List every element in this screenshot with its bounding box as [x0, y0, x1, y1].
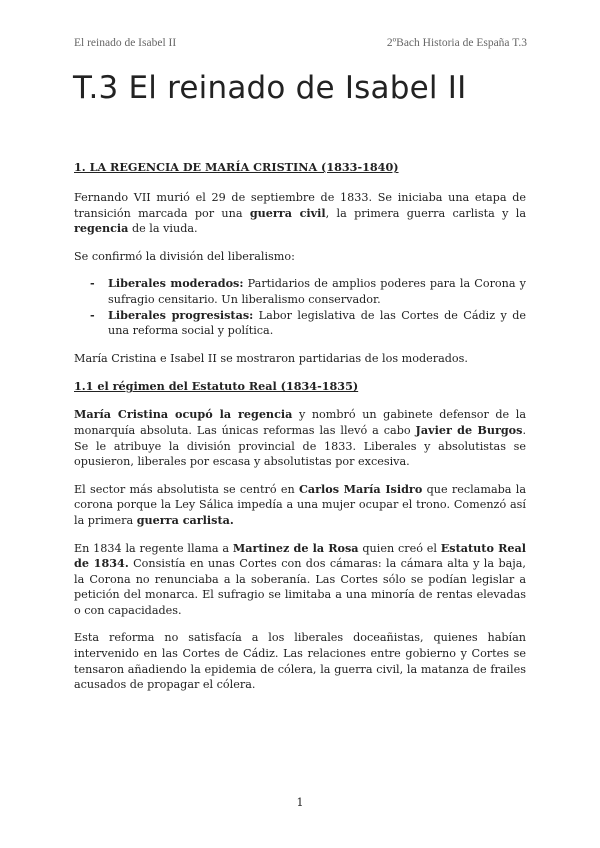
section-1-paragraph-1 — [74, 190, 526, 237]
list-item — [90, 276, 527, 307]
bold-term-regencia: regencia — [74, 221, 129, 236]
text-run: Consistía en unas Cortes con dos cámaras: la cámara alta y la baja, la Corona no renunciaba a la soberanía. Las Cortes sólo se podían legislar a petición del monarca. El sufragio se limitaba a una minoría de rentas elevadas o con capacidades. — [74, 557, 526, 617]
document-body — [74, 160, 526, 693]
text-run: quien creó el — [358, 541, 441, 555]
text-run: Fernando VII murió el 29 de septiembre de 1833. Se iniciaba una etapa de transición marcada por una — [74, 191, 526, 220]
text-run: . Se le atribuye la división provincial de 1833. Liberales y absolutistas se opusieron, liberales por escasa y absolutistas por excesiva. — [74, 423, 526, 469]
bold-term-guerra-carlista: guerra carlista. — [136, 512, 234, 527]
text-run: y nombró un gabinete defensor de la monarquía absoluta. Las únicas reformas las llevó a cabo — [74, 408, 526, 437]
section-1-1-paragraph-1 — [74, 407, 526, 469]
page-number: 1 — [296, 796, 304, 809]
list-item-term: Liberales progresistas: — [108, 307, 254, 322]
section-1-paragraph-2: Se confirmó la división del liberalismo: — [74, 249, 295, 263]
list-item — [90, 307, 526, 339]
dash-bullet: - — [90, 276, 95, 291]
header-left-title: El reinado de Isabel II — [74, 37, 177, 49]
list-item-text: Partidarios de amplios poderes para la Corona y sufragio censitario. Un liberalismo conservador. — [108, 277, 527, 306]
list-item-term: Liberales moderados: — [108, 276, 244, 291]
bold-term-carlos-maria-isidro: Carlos María Isidro — [298, 481, 423, 496]
bold-term-javier-de-burgos: Javier de Burgos — [415, 422, 523, 437]
text-run: En 1834 la regente llama a — [74, 541, 233, 555]
section-1-paragraph-3: María Cristina e Isabel II se mostraron partidarias de los moderados. — [74, 351, 468, 365]
bold-term-guerra-civil: guerra civil — [249, 205, 326, 220]
section-1-1-paragraph-2 — [74, 482, 526, 529]
section-1-1-paragraph-3 — [74, 541, 526, 619]
bold-term-estatuto-real: Estatuto Real de 1834. — [74, 540, 526, 571]
text-run: de la viuda. — [128, 222, 198, 236]
section-1-1-paragraph-4: Esta reforma no satisfacía a los liberales doceañistas, quienes habían intervenido en las Cortes de Cádiz. Las relaciones entre gobierno y Cortes se tensaron añadiendo la epidemia de cólera, la guerra civil, la matanza de frailes acusados de propagar el cólera. — [74, 631, 526, 692]
page-header — [74, 37, 527, 53]
document-title: T.3 El reinado de Isabel II — [73, 70, 467, 106]
bold-term-maria-cristina: María Cristina ocupó la regencia — [74, 407, 293, 422]
section-1-1-heading: 1.1 el régimen del Estatuto Real (1834-1835) — [74, 379, 359, 394]
list-item-text: Labor legislativa de las Cortes de Cádiz y de una reforma social y política. — [108, 308, 526, 338]
text-run: que reclamaba la corona porque la Ley Sálica impedía a una mujer ocupar el trono. Comenzó así la primera — [74, 482, 526, 527]
dash-bullet: - — [90, 307, 95, 322]
bold-term-martinez-de-la-rosa: Martinez de la Rosa — [232, 540, 359, 555]
liberalism-division-list — [74, 276, 526, 338]
header-right-course: 2ºBach Historia de España T.3 — [386, 37, 527, 49]
text-run: El sector más absolutista se centró en — [74, 482, 299, 496]
section-1-heading: 1. LA REGENCIA DE MARÍA CRISTINA (1833-1840) — [74, 160, 399, 174]
text-run: , la primera guerra carlista y la — [325, 206, 526, 220]
